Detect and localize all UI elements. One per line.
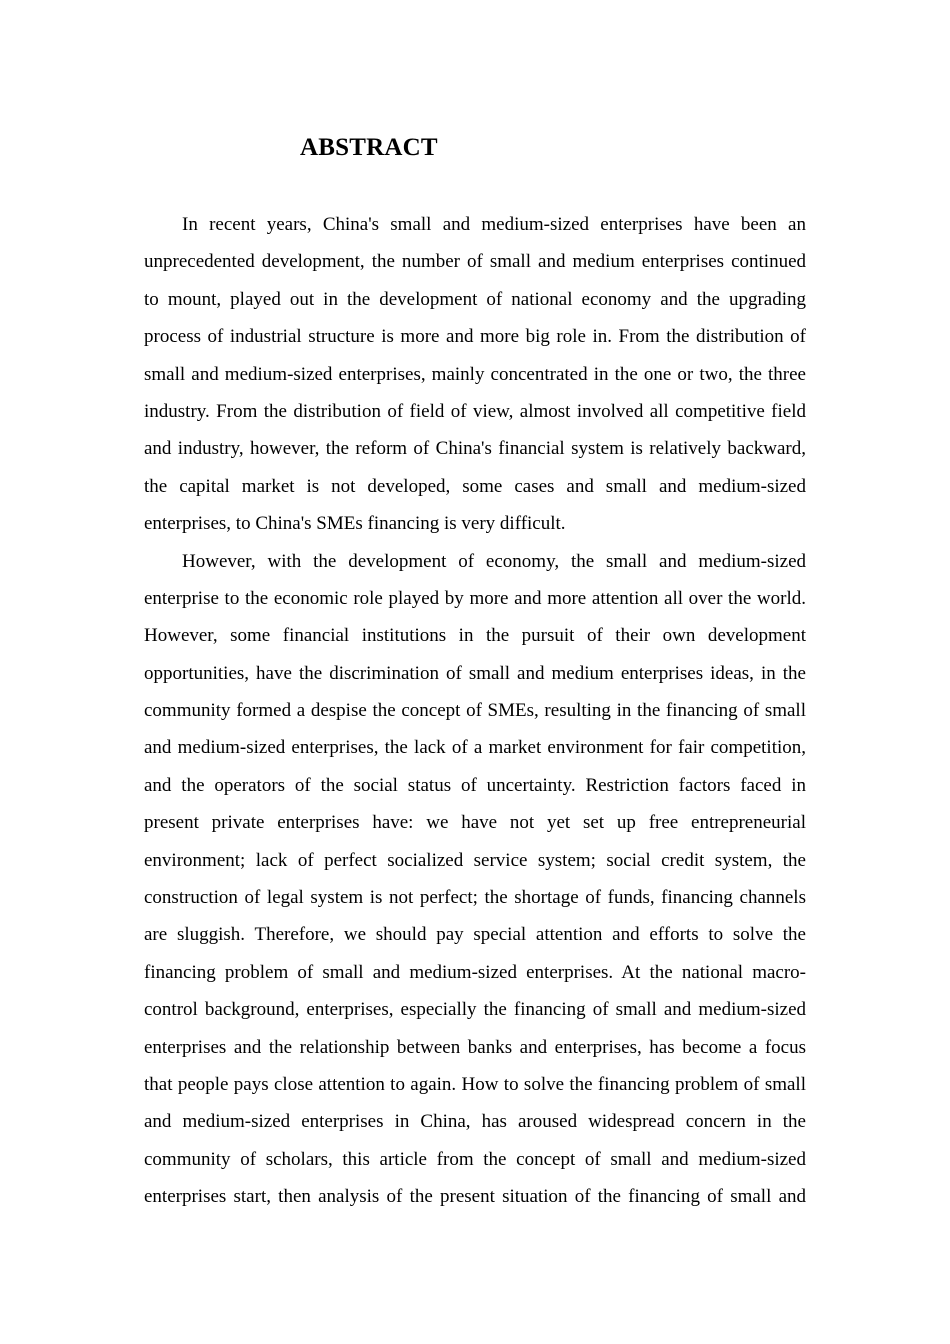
text-line: are sluggish. Therefore, we should pay special attention and efforts to solve the	[144, 924, 806, 946]
text-line: present private enterprises have: we have not yet set up free entrepreneurial	[144, 812, 806, 834]
text-line: control background, enterprises, especially the financing of small and medium-sized	[144, 999, 806, 1021]
text-line: and industry, however, the reform of China's financial system is relatively backward,	[144, 438, 806, 460]
paragraph-2	[144, 543, 806, 1216]
text-line: However, with the development of economy, the small and medium-sized	[182, 550, 806, 572]
page-title: ABSTRACT	[300, 134, 438, 161]
paragraph-1	[144, 206, 806, 543]
text-line: process of industrial structure is more and more big role in. From the distribution of	[144, 326, 806, 348]
text-line: that people pays close attention to again. How to solve the financing problem of small	[144, 1073, 806, 1095]
text-line: environment; lack of perfect socialized service system; social credit system, the	[144, 849, 806, 871]
text-line: However, some financial institutions in the pursuit of their own development	[144, 625, 806, 647]
text-line: In recent years, China's small and medium-sized enterprises have been an	[182, 214, 806, 235]
text-line: industry. From the distribution of field of view, almost involved all competitive field	[144, 400, 806, 422]
text-line: the capital market is not developed, some cases and small and medium-sized	[144, 475, 806, 497]
text-line: enterprises, to China's SMEs financing is very difficult.	[144, 513, 566, 535]
text-line: small and medium-sized enterprises, mainly concentrated in the one or two, the three	[144, 363, 806, 385]
text-line: enterprises start, then analysis of the present situation of the financing of small and	[144, 1186, 806, 1208]
text-line: enterprise to the economic role played by more and more attention all over the world.	[144, 587, 806, 609]
text-line: and medium-sized enterprises in China, has aroused widespread concern in the	[144, 1111, 806, 1133]
text-line: construction of legal system is not perfect; the shortage of funds, financing channels	[144, 887, 806, 909]
text-line: enterprises and the relationship between banks and enterprises, has become a focus	[144, 1036, 806, 1058]
text-line: community of scholars, this article from the concept of small and medium-sized	[144, 1148, 806, 1170]
text-line: and the operators of the social status of uncertainty. Restriction factors faced in	[144, 774, 806, 796]
text-line: community formed a despise the concept of SMEs, resulting in the financing of small	[144, 700, 806, 722]
text-line: opportunities, have the discrimination of small and medium enterprises ideas, in the	[144, 662, 806, 684]
text-line: to mount, played out in the development of national economy and the upgrading	[144, 288, 806, 310]
text-line: unprecedented development, the number of small and medium enterprises continued	[144, 251, 806, 273]
text-line: financing problem of small and medium-sized enterprises. At the national macro-	[144, 961, 806, 983]
text-line: and medium-sized enterprises, the lack of a market environment for fair competition,	[144, 737, 806, 759]
abstract-body	[144, 206, 806, 1216]
